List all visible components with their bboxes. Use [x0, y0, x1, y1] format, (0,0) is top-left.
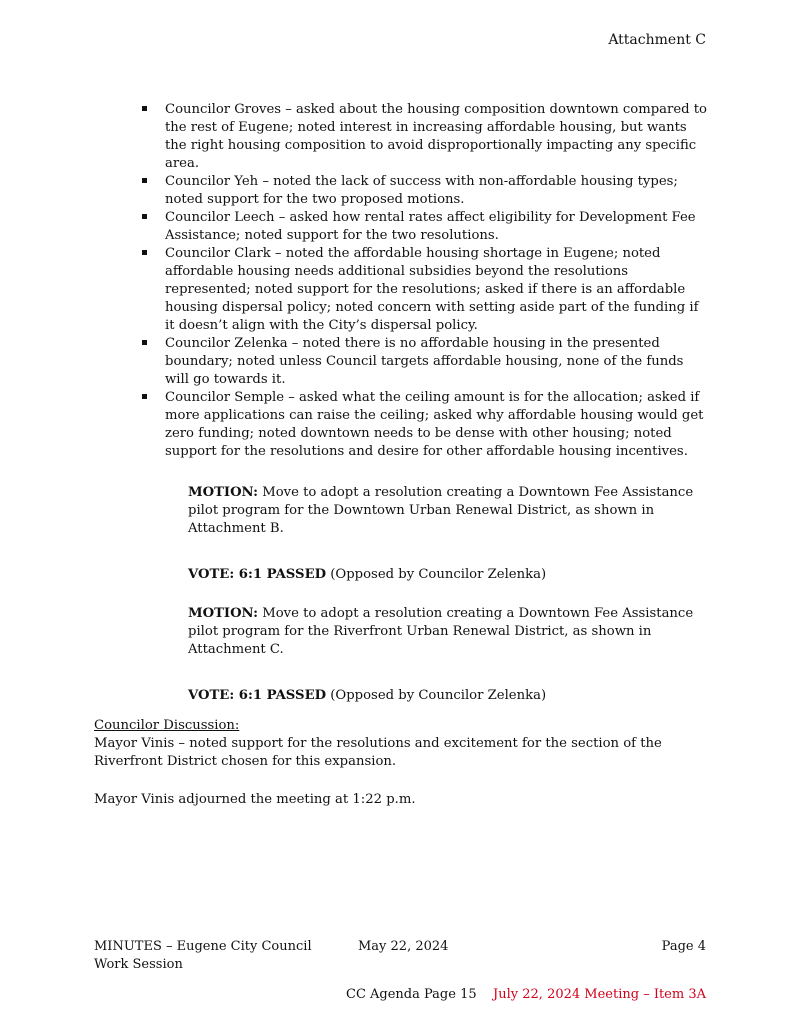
motion-block	[188, 484, 708, 538]
vote-label: VOTE: 6:1 PASSED	[188, 688, 327, 703]
motion-label: MOTION:	[188, 485, 259, 500]
list-item: Councilor Semple – asked what the ceiling amount is for the allocation; asked if more applications can raise the ceiling; asked why affordable housing would get zero funding; noted downtown needs to be dense with other housing; noted support for the resolutions and desire for other affordable housing incentives.	[140, 389, 710, 461]
list-item: Councilor Clark – noted the affordable housing shortage in Eugene; noted affordable housing needs additional subsidies beyond the resolutions represented; noted support for the resolutions; asked if there is an affordable housing dispersal policy; noted concern with setting aside part of the funding if it doesn’t align with the City’s dispersal policy.	[140, 245, 710, 335]
vote-line	[188, 566, 708, 584]
motion-block	[188, 605, 708, 659]
discussion-heading: Councilor Discussion:	[94, 718, 240, 733]
vote-text: (Opposed by Councilor Zelenka)	[330, 567, 547, 582]
footer-page-number: Page 4	[661, 939, 706, 954]
adjournment-text: Mayor Vinis adjourned the meeting at 1:22 p.m.	[94, 792, 416, 807]
attachment-label: Attachment C	[608, 32, 706, 48]
list-item: Councilor Groves – asked about the housing composition downtown compared to the rest of Eugene; noted interest in increasing affordable housing, but wants the right housing composition to avoid disproportionally impacting any specific area.	[140, 101, 710, 173]
discussion-text: Mayor Vinis – noted support for the resolutions and excitement for the section of the Riverfront District chosen for this expansion.	[94, 736, 662, 769]
vote-label: VOTE: 6:1 PASSED	[188, 567, 327, 582]
vote-text: (Opposed by Councilor Zelenka)	[330, 688, 547, 703]
list-item: Councilor Yeh – noted the lack of success with non-affordable housing types; noted support for the two proposed motions.	[140, 173, 710, 209]
footer-date: May 22, 2024	[358, 939, 449, 954]
list-item: Councilor Leech – asked how rental rates affect eligibility for Development Fee Assistance; noted support for the two resolutions.	[140, 209, 710, 245]
vote-line	[188, 687, 708, 705]
councilor-comments-list	[140, 101, 710, 461]
footer-doc-title-line2: Work Session	[94, 957, 183, 972]
footer-agenda-page: CC Agenda Page 15	[346, 987, 477, 1002]
footer-doc-title	[94, 938, 312, 974]
footer-meeting-item: July 22, 2024 Meeting – Item 3A	[493, 987, 706, 1002]
motion-text: Move to adopt a resolution creating a Downtown Fee Assistance pilot program for the Downtown Urban Renewal District, as shown in Attachment B.	[188, 485, 694, 536]
footer-doc-title-line1: MINUTES – Eugene City Council	[94, 939, 312, 954]
list-item: Councilor Zelenka – noted there is no affordable housing in the presented boundary; noted unless Council targets affordable housing, none of the funds will go towards it.	[140, 335, 710, 389]
motion-label: MOTION:	[188, 606, 259, 621]
motion-text: Move to adopt a resolution creating a Downtown Fee Assistance pilot program for the Riverfront Urban Renewal District, as shown in Attachment C.	[188, 606, 694, 657]
